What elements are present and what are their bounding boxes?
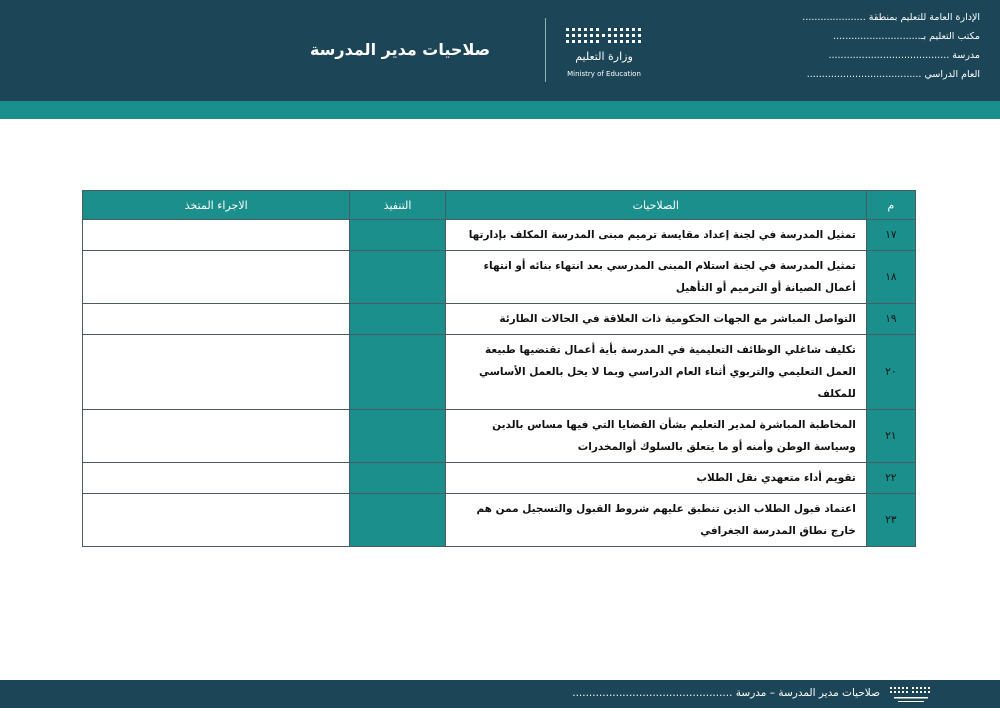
footer-ministry-logo-icon: [886, 683, 934, 707]
table-row: [83, 410, 916, 463]
school-info-year: العام الدراسي ......................................: [806, 69, 980, 80]
row-num: ١٧: [866, 220, 915, 251]
table-row: [83, 335, 916, 410]
table-row: [83, 463, 916, 494]
school-info-region: الإدارة العامة للتعليم بمنطقة .....................: [802, 12, 980, 23]
row-action-cell[interactable]: [83, 304, 350, 335]
row-execution-cell[interactable]: [350, 220, 445, 251]
header-authority: الصلاحيات: [445, 191, 866, 220]
table-row: [83, 494, 916, 547]
row-num: ١٨: [866, 251, 915, 304]
page-footer: [0, 680, 1000, 708]
row-authority: تقويم أداء متعهدي نقل الطلاب: [445, 463, 866, 494]
row-num: ١٩: [866, 304, 915, 335]
row-authority: تكليف شاغلي الوظائف التعليمية في المدرسة بأية أعمال تقتضيها طبيعة العمل التعليمي والتربوي أثناء العام الدراسي وبما لا يخل بالعمل الأساسي للمكلف: [445, 335, 866, 410]
row-execution-cell[interactable]: [350, 463, 445, 494]
row-action-cell[interactable]: [83, 494, 350, 547]
row-authority: اعتماد قبول الطلاب الذين تنطبق عليهم شروط القبول والتسجيل ممن هم خارج نطاق المدرسة الجغرافي: [445, 494, 866, 547]
row-num: ٢٠: [866, 335, 915, 410]
row-num: ٢١: [866, 410, 915, 463]
row-num: ٢٢: [866, 463, 915, 494]
row-execution-cell[interactable]: [350, 410, 445, 463]
logo-arabic-text: وزارة التعليم: [575, 50, 633, 63]
row-action-cell[interactable]: [83, 220, 350, 251]
table-row: [83, 304, 916, 335]
logo-english-text: Ministry of Education: [567, 70, 641, 78]
table-header-row: [83, 191, 916, 220]
page-header: [0, 0, 1000, 101]
row-execution-cell[interactable]: [350, 335, 445, 410]
logo-divider: [545, 18, 546, 82]
school-info: [780, 8, 980, 84]
row-execution-cell[interactable]: [350, 304, 445, 335]
row-authority: تمثيل المدرسة في لجنة استلام المبنى المدرسي بعد انتهاء بنائه أو انتهاء أعمال الصيانة أو الترميم أو التأهيل: [445, 251, 866, 304]
row-action-cell[interactable]: [83, 410, 350, 463]
school-info-school: مدرسة ........................................: [828, 50, 980, 61]
row-num: ٢٣: [866, 494, 915, 547]
row-authority: التواصل المباشر مع الجهات الحكومية ذات العلاقة في الحالات الطارئة: [445, 304, 866, 335]
school-info-office: مكتب التعليم بـ.............................: [833, 31, 980, 42]
footer-text: صلاحيات مدير المدرسة – مدرسة ................................................: [572, 687, 880, 699]
row-action-cell[interactable]: [83, 335, 350, 410]
header-num: م: [866, 191, 915, 220]
header-execution: التنفيذ: [350, 191, 445, 220]
row-execution-cell[interactable]: [350, 494, 445, 547]
row-authority: تمثيل المدرسة في لجنة إعداد مقايسة ترميم مبنى المدرسة المكلف بإدارتها: [445, 220, 866, 251]
row-action-cell[interactable]: [83, 463, 350, 494]
table-row: [83, 251, 916, 304]
ministry-logo-icon: [560, 26, 650, 50]
authorities-table: [82, 190, 916, 547]
row-action-cell[interactable]: [83, 251, 350, 304]
header-action: الاجراء المتخذ: [83, 191, 350, 220]
page-title: صلاحيات مدير المدرسة: [309, 40, 491, 59]
row-authority: المخاطبة المباشرة لمدير التعليم بشأن القضايا التي فيها مساس بالدين وسياسة الوطن وأمنه أو ما يتعلق بالسلوك أوالمخدرات: [445, 410, 866, 463]
table-row: [83, 220, 916, 251]
row-execution-cell[interactable]: [350, 251, 445, 304]
header-stripe: [0, 101, 1000, 119]
